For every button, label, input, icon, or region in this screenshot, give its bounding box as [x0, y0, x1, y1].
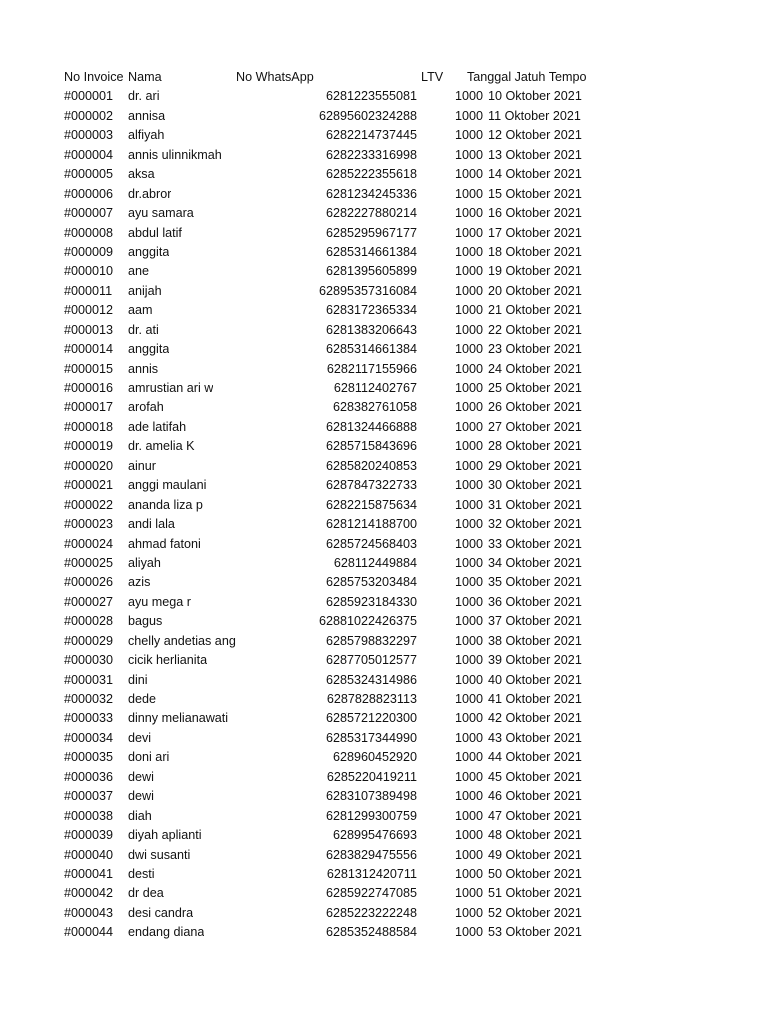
cell-invoice: #000016: [64, 381, 114, 395]
cell-whatsapp: 6281223555081: [325, 89, 417, 104]
table-row: [64, 826, 604, 845]
table-row: [64, 185, 604, 204]
cell-invoice: #000024: [64, 536, 114, 551]
cell-invoice: #000004: [64, 147, 114, 162]
cell-nama: dede: [128, 692, 157, 706]
cell-nama: cicik herlianita: [128, 653, 208, 668]
cell-invoice: #000014: [64, 342, 114, 357]
table-row: [64, 87, 604, 106]
cell-whatsapp: 6285314661384: [325, 342, 417, 357]
cell-nama: dewi: [128, 789, 154, 804]
table-row: [64, 301, 604, 320]
cell-nama: aam: [128, 303, 153, 318]
cell-nama: desti: [128, 866, 155, 881]
cell-whatsapp: 6282227880214: [325, 206, 417, 221]
cell-whatsapp: 6281299300759: [325, 808, 417, 823]
cell-whatsapp: 6281312420711: [326, 866, 417, 881]
cell-ltv: 1000: [454, 264, 483, 279]
table-row: [64, 282, 604, 301]
cell-ltv: 1000: [454, 925, 483, 940]
cell-invoice: #000005: [64, 167, 114, 182]
cell-invoice: #000042: [64, 886, 114, 901]
table-row: [64, 554, 604, 573]
cell-whatsapp: 6282117155966: [326, 361, 417, 376]
cell-ltv: 1000: [454, 128, 483, 143]
cell-ltv: 1000: [454, 672, 483, 687]
cell-invoice: #000013: [64, 322, 114, 337]
table-row: [64, 729, 604, 748]
cell-ltv: 1000: [454, 186, 483, 201]
cell-whatsapp: 6281395605899: [325, 264, 417, 279]
cell-whatsapp: 62895602324288: [318, 108, 417, 123]
header-nama: Nama: [128, 70, 162, 84]
cell-nama: ahmad fatoni: [128, 536, 201, 551]
table-row: [64, 612, 604, 631]
cell-ltv: 1000: [454, 225, 483, 240]
cell-whatsapp: 6285820240853: [325, 458, 417, 473]
cell-nama: abdul latif: [128, 225, 182, 240]
table-row: [64, 457, 604, 476]
cell-nama: ayu samara: [128, 206, 194, 221]
cell-ltv: 1000: [454, 828, 483, 843]
cell-nama: amrustian ari w: [128, 381, 214, 395]
cell-tanggal: 21 Oktober 2021: [488, 303, 582, 318]
cell-invoice: #000003: [64, 128, 114, 143]
cell-ltv: 1000: [454, 653, 483, 668]
cell-whatsapp: 6285317344990: [325, 730, 417, 745]
cell-nama: dr.abror: [128, 186, 172, 201]
cell-ltv: 1000: [454, 789, 483, 804]
cell-invoice: #000001: [64, 89, 114, 104]
table-row: [64, 846, 604, 865]
cell-ltv: 1000: [454, 555, 483, 570]
cell-tanggal: 43 Oktober 2021: [488, 730, 582, 745]
cell-tanggal: 41 Oktober 2021: [488, 692, 582, 706]
header-no-invoice: No Invoice: [64, 70, 124, 84]
cell-ltv: 1000: [454, 303, 483, 318]
table-row: [64, 224, 604, 243]
cell-invoice: #000031: [64, 672, 114, 687]
cell-nama: andi lala: [128, 517, 175, 532]
cell-tanggal: 14 Oktober 2021: [488, 167, 582, 182]
cell-ltv: 1000: [454, 322, 483, 337]
cell-nama: aksa: [128, 167, 155, 182]
cell-invoice: #000032: [64, 692, 114, 706]
cell-nama: ananda liza p: [128, 497, 203, 512]
cell-tanggal: 27 Oktober 2021: [488, 419, 582, 434]
cell-tanggal: 37 Oktober 2021: [488, 614, 582, 629]
table-row: [64, 262, 604, 281]
cell-ltv: 1000: [454, 244, 483, 259]
cell-invoice: #000012: [64, 303, 114, 318]
cell-ltv: 1000: [454, 206, 483, 221]
cell-invoice: #000035: [64, 750, 114, 765]
cell-whatsapp: 628995476693: [332, 828, 417, 843]
cell-invoice: #000009: [64, 244, 114, 259]
cell-nama: aliyah: [128, 555, 161, 570]
cell-ltv: 1000: [454, 866, 483, 881]
cell-whatsapp: 6283107389498: [325, 789, 417, 804]
table-row: [64, 321, 604, 340]
table-row: [64, 476, 604, 495]
cell-invoice: #000025: [64, 555, 114, 570]
cell-nama: dini: [128, 672, 148, 687]
cell-whatsapp: 628960452920: [332, 750, 417, 765]
cell-nama: ayu mega r: [128, 594, 191, 609]
cell-whatsapp: 6287705012577: [325, 653, 417, 668]
cell-nama: anggita: [128, 342, 170, 357]
cell-ltv: 1000: [454, 419, 483, 434]
cell-ltv: 1000: [454, 808, 483, 823]
cell-tanggal: 20 Oktober 2021: [488, 283, 582, 298]
cell-ltv: 1000: [454, 886, 483, 901]
table-row: [64, 535, 604, 554]
cell-ltv: 1000: [454, 517, 483, 532]
table-row: [64, 515, 604, 534]
cell-invoice: #000015: [64, 361, 114, 376]
cell-nama: ane: [128, 264, 150, 279]
cell-tanggal: 32 Oktober 2021: [488, 517, 582, 532]
table-row: [64, 671, 604, 690]
cell-whatsapp: 628112402767: [333, 381, 417, 395]
cell-tanggal: 40 Oktober 2021: [488, 672, 582, 687]
cell-whatsapp: 6285352488584: [325, 925, 417, 940]
cell-invoice: #000041: [64, 866, 114, 881]
cell-whatsapp: 6282215875634: [325, 497, 417, 512]
cell-invoice: #000011: [64, 283, 113, 298]
cell-invoice: #000037: [64, 789, 114, 804]
cell-ltv: 1000: [454, 89, 483, 104]
cell-invoice: #000007: [64, 206, 114, 221]
cell-whatsapp: 6285753203484: [325, 575, 417, 590]
cell-nama: dinny melianawati: [128, 711, 229, 726]
cell-ltv: 1000: [454, 361, 483, 376]
cell-whatsapp: 6281214188700: [325, 517, 417, 532]
table-row: [64, 418, 604, 437]
table-row: [64, 398, 604, 417]
table-body: [64, 87, 604, 942]
cell-invoice: #000027: [64, 594, 114, 609]
table-row: [64, 204, 604, 223]
cell-ltv: 1000: [454, 147, 483, 162]
table-header-row: [64, 68, 604, 87]
cell-invoice: #000019: [64, 439, 114, 454]
cell-nama: desi candra: [128, 905, 194, 920]
table-row: [64, 437, 604, 456]
cell-tanggal: 29 Oktober 2021: [488, 458, 582, 473]
cell-ltv: 1000: [454, 769, 483, 784]
table-row: [64, 632, 604, 651]
table-row: [64, 709, 604, 728]
cell-nama: annisa: [128, 108, 166, 123]
cell-tanggal: 23 Oktober 2021: [488, 342, 582, 357]
cell-invoice: #000010: [64, 264, 114, 279]
invoice-table: [64, 68, 604, 943]
table-row: [64, 360, 604, 379]
cell-nama: alfiyah: [128, 128, 165, 143]
header-tanggal-jatuh-tempo: Tanggal Jatuh Tempo: [467, 70, 587, 84]
cell-ltv: 1000: [454, 381, 483, 395]
cell-nama: anggita: [128, 244, 170, 259]
cell-invoice: #000033: [64, 711, 114, 726]
cell-tanggal: 42 Oktober 2021: [488, 711, 582, 726]
cell-tanggal: 44 Oktober 2021: [488, 750, 582, 765]
cell-tanggal: 51 Oktober 2021: [488, 886, 582, 901]
cell-whatsapp: 6285798832297: [325, 633, 417, 648]
cell-invoice: #000018: [64, 419, 114, 434]
cell-invoice: #000044: [64, 925, 114, 940]
cell-ltv: 1000: [454, 536, 483, 551]
cell-invoice: #000036: [64, 769, 114, 784]
cell-invoice: #000017: [64, 400, 114, 415]
cell-ltv: 1000: [454, 594, 483, 609]
cell-tanggal: 31 Oktober 2021: [488, 497, 582, 512]
cell-whatsapp: 6281234245336: [325, 186, 417, 201]
cell-ltv: 1000: [454, 750, 483, 765]
cell-tanggal: 50 Oktober 2021: [488, 866, 582, 881]
cell-nama: ainur: [128, 458, 157, 473]
table-row: [64, 340, 604, 359]
table-row: [64, 146, 604, 165]
table-row: [64, 107, 604, 126]
cell-whatsapp: 6285922747085: [325, 886, 417, 901]
cell-tanggal: 17 Oktober 2021: [488, 225, 582, 240]
table-row: [64, 884, 604, 903]
cell-tanggal: 45 Oktober 2021: [488, 769, 582, 784]
cell-nama: dewi: [128, 769, 154, 784]
cell-whatsapp: 6285314661384: [325, 244, 417, 259]
cell-whatsapp: 6282214737445: [325, 128, 417, 143]
cell-nama: ade latifah: [128, 419, 187, 434]
cell-whatsapp: 6285715843696: [325, 439, 417, 454]
cell-nama: dr dea: [128, 886, 164, 901]
cell-ltv: 1000: [454, 108, 483, 123]
cell-whatsapp: 6287847322733: [325, 478, 417, 493]
cell-invoice: #000030: [64, 653, 114, 668]
cell-nama: annis: [128, 361, 159, 376]
cell-tanggal: 22 Oktober 2021: [488, 322, 582, 337]
cell-invoice: #000006: [64, 186, 114, 201]
cell-whatsapp: 6283172365334: [325, 303, 417, 318]
cell-nama: arofah: [128, 400, 164, 415]
cell-invoice: #000021: [64, 478, 114, 493]
cell-tanggal: 18 Oktober 2021: [488, 244, 582, 259]
cell-tanggal: 36 Oktober 2021: [488, 594, 582, 609]
cell-tanggal: 15 Oktober 2021: [488, 186, 582, 201]
cell-nama: azis: [128, 575, 151, 590]
cell-tanggal: 11 Oktober 2021: [488, 108, 581, 123]
table-row: [64, 787, 604, 806]
cell-invoice: #000029: [64, 633, 114, 648]
cell-tanggal: 49 Oktober 2021: [488, 847, 582, 862]
cell-whatsapp: 6285220419211: [326, 769, 417, 784]
cell-ltv: 1000: [454, 167, 483, 182]
cell-invoice: #000022: [64, 497, 114, 512]
cell-whatsapp: 6285222355618: [325, 167, 417, 182]
cell-nama: bagus: [128, 614, 163, 629]
cell-tanggal: 47 Oktober 2021: [488, 808, 582, 823]
table-row: [64, 923, 604, 942]
cell-ltv: 1000: [454, 283, 483, 298]
cell-ltv: 1000: [454, 614, 483, 629]
header-no-whatsapp: No WhatsApp: [236, 70, 314, 84]
cell-invoice: #000020: [64, 458, 114, 473]
cell-invoice: #000043: [64, 905, 114, 920]
cell-ltv: 1000: [454, 400, 483, 415]
cell-whatsapp: 6287828823113: [326, 692, 417, 706]
cell-invoice: #000034: [64, 730, 114, 745]
cell-nama: doni ari: [128, 750, 170, 765]
cell-nama: annis ulinnikmah: [128, 147, 222, 162]
cell-tanggal: 24 Oktober 2021: [488, 361, 582, 376]
cell-whatsapp: 62881022426375: [318, 614, 417, 629]
table-row: [64, 593, 604, 612]
cell-whatsapp: 62895357316084: [318, 283, 417, 298]
table-row: [64, 904, 604, 923]
cell-ltv: 1000: [454, 497, 483, 512]
cell-tanggal: 34 Oktober 2021: [488, 555, 582, 570]
cell-ltv: 1000: [454, 692, 483, 706]
cell-whatsapp: 6285295967177: [325, 225, 417, 240]
cell-tanggal: 38 Oktober 2021: [488, 633, 582, 648]
cell-ltv: 1000: [454, 439, 483, 454]
cell-whatsapp: 628112449884: [333, 555, 417, 570]
table-row: [64, 748, 604, 767]
cell-nama: dr. amelia K: [128, 439, 195, 454]
cell-invoice: #000008: [64, 225, 114, 240]
cell-nama: dr. ari: [128, 89, 160, 104]
table-row: [64, 690, 604, 709]
cell-whatsapp: 628382761058: [332, 400, 417, 415]
cell-whatsapp: 6282233316998: [325, 147, 417, 162]
cell-tanggal: 46 Oktober 2021: [488, 789, 582, 804]
table-row: [64, 651, 604, 670]
cell-whatsapp: 6285721220300: [325, 711, 417, 726]
cell-tanggal: 28 Oktober 2021: [488, 439, 582, 454]
cell-ltv: 1000: [454, 847, 483, 862]
cell-invoice: #000028: [64, 614, 114, 629]
table-row: [64, 379, 604, 398]
cell-nama: diyah aplianti: [128, 828, 202, 843]
cell-ltv: 1000: [454, 730, 483, 745]
cell-tanggal: 39 Oktober 2021: [488, 653, 582, 668]
cell-whatsapp: 6285223222248: [325, 905, 417, 920]
cell-whatsapp: 6285324314986: [325, 672, 417, 687]
cell-whatsapp: 6281324466888: [325, 419, 417, 434]
cell-ltv: 1000: [454, 633, 483, 648]
cell-nama: dr. ati: [128, 322, 159, 337]
table-row: [64, 573, 604, 592]
cell-whatsapp: 6283829475556: [325, 847, 417, 862]
cell-whatsapp: 6285724568403: [325, 536, 417, 551]
cell-ltv: 1000: [454, 711, 483, 726]
cell-tanggal: 10 Oktober 2021: [488, 89, 582, 104]
cell-invoice: #000002: [64, 108, 114, 123]
cell-nama: anijah: [128, 283, 162, 298]
cell-tanggal: 19 Oktober 2021: [488, 264, 582, 279]
cell-tanggal: 16 Oktober 2021: [488, 206, 582, 221]
cell-whatsapp: 6285923184330: [325, 594, 417, 609]
cell-nama: endang diana: [128, 925, 205, 940]
table-row: [64, 243, 604, 262]
cell-tanggal: 35 Oktober 2021: [488, 575, 582, 590]
cell-whatsapp: 6281383206643: [325, 322, 417, 337]
table-row: [64, 768, 604, 787]
cell-invoice: #000038: [64, 808, 114, 823]
cell-invoice: #000026: [64, 575, 114, 590]
header-ltv: LTV: [421, 70, 444, 84]
cell-ltv: 1000: [454, 458, 483, 473]
cell-tanggal: 52 Oktober 2021: [488, 905, 582, 920]
cell-tanggal: 30 Oktober 2021: [488, 478, 582, 493]
table-row: [64, 865, 604, 884]
cell-nama: dwi susanti: [128, 847, 191, 862]
cell-invoice: #000040: [64, 847, 114, 862]
cell-ltv: 1000: [454, 342, 483, 357]
cell-ltv: 1000: [454, 575, 483, 590]
cell-tanggal: 33 Oktober 2021: [488, 536, 582, 551]
cell-tanggal: 26 Oktober 2021: [488, 400, 582, 415]
cell-nama: chelly andetias ang: [128, 633, 236, 648]
cell-tanggal: 12 Oktober 2021: [488, 128, 582, 143]
table-row: [64, 496, 604, 515]
table-row: [64, 126, 604, 145]
cell-nama: diah: [128, 808, 152, 823]
cell-ltv: 1000: [454, 478, 483, 493]
cell-invoice: #000039: [64, 828, 114, 843]
cell-nama: anggi maulani: [128, 478, 207, 493]
cell-tanggal: 13 Oktober 2021: [488, 147, 582, 162]
table-row: [64, 807, 604, 826]
cell-invoice: #000023: [64, 517, 114, 532]
cell-tanggal: 25 Oktober 2021: [488, 381, 582, 395]
cell-tanggal: 48 Oktober 2021: [488, 828, 582, 843]
cell-ltv: 1000: [454, 905, 483, 920]
cell-nama: devi: [128, 730, 152, 745]
cell-tanggal: 53 Oktober 2021: [488, 925, 582, 940]
table-row: [64, 165, 604, 184]
